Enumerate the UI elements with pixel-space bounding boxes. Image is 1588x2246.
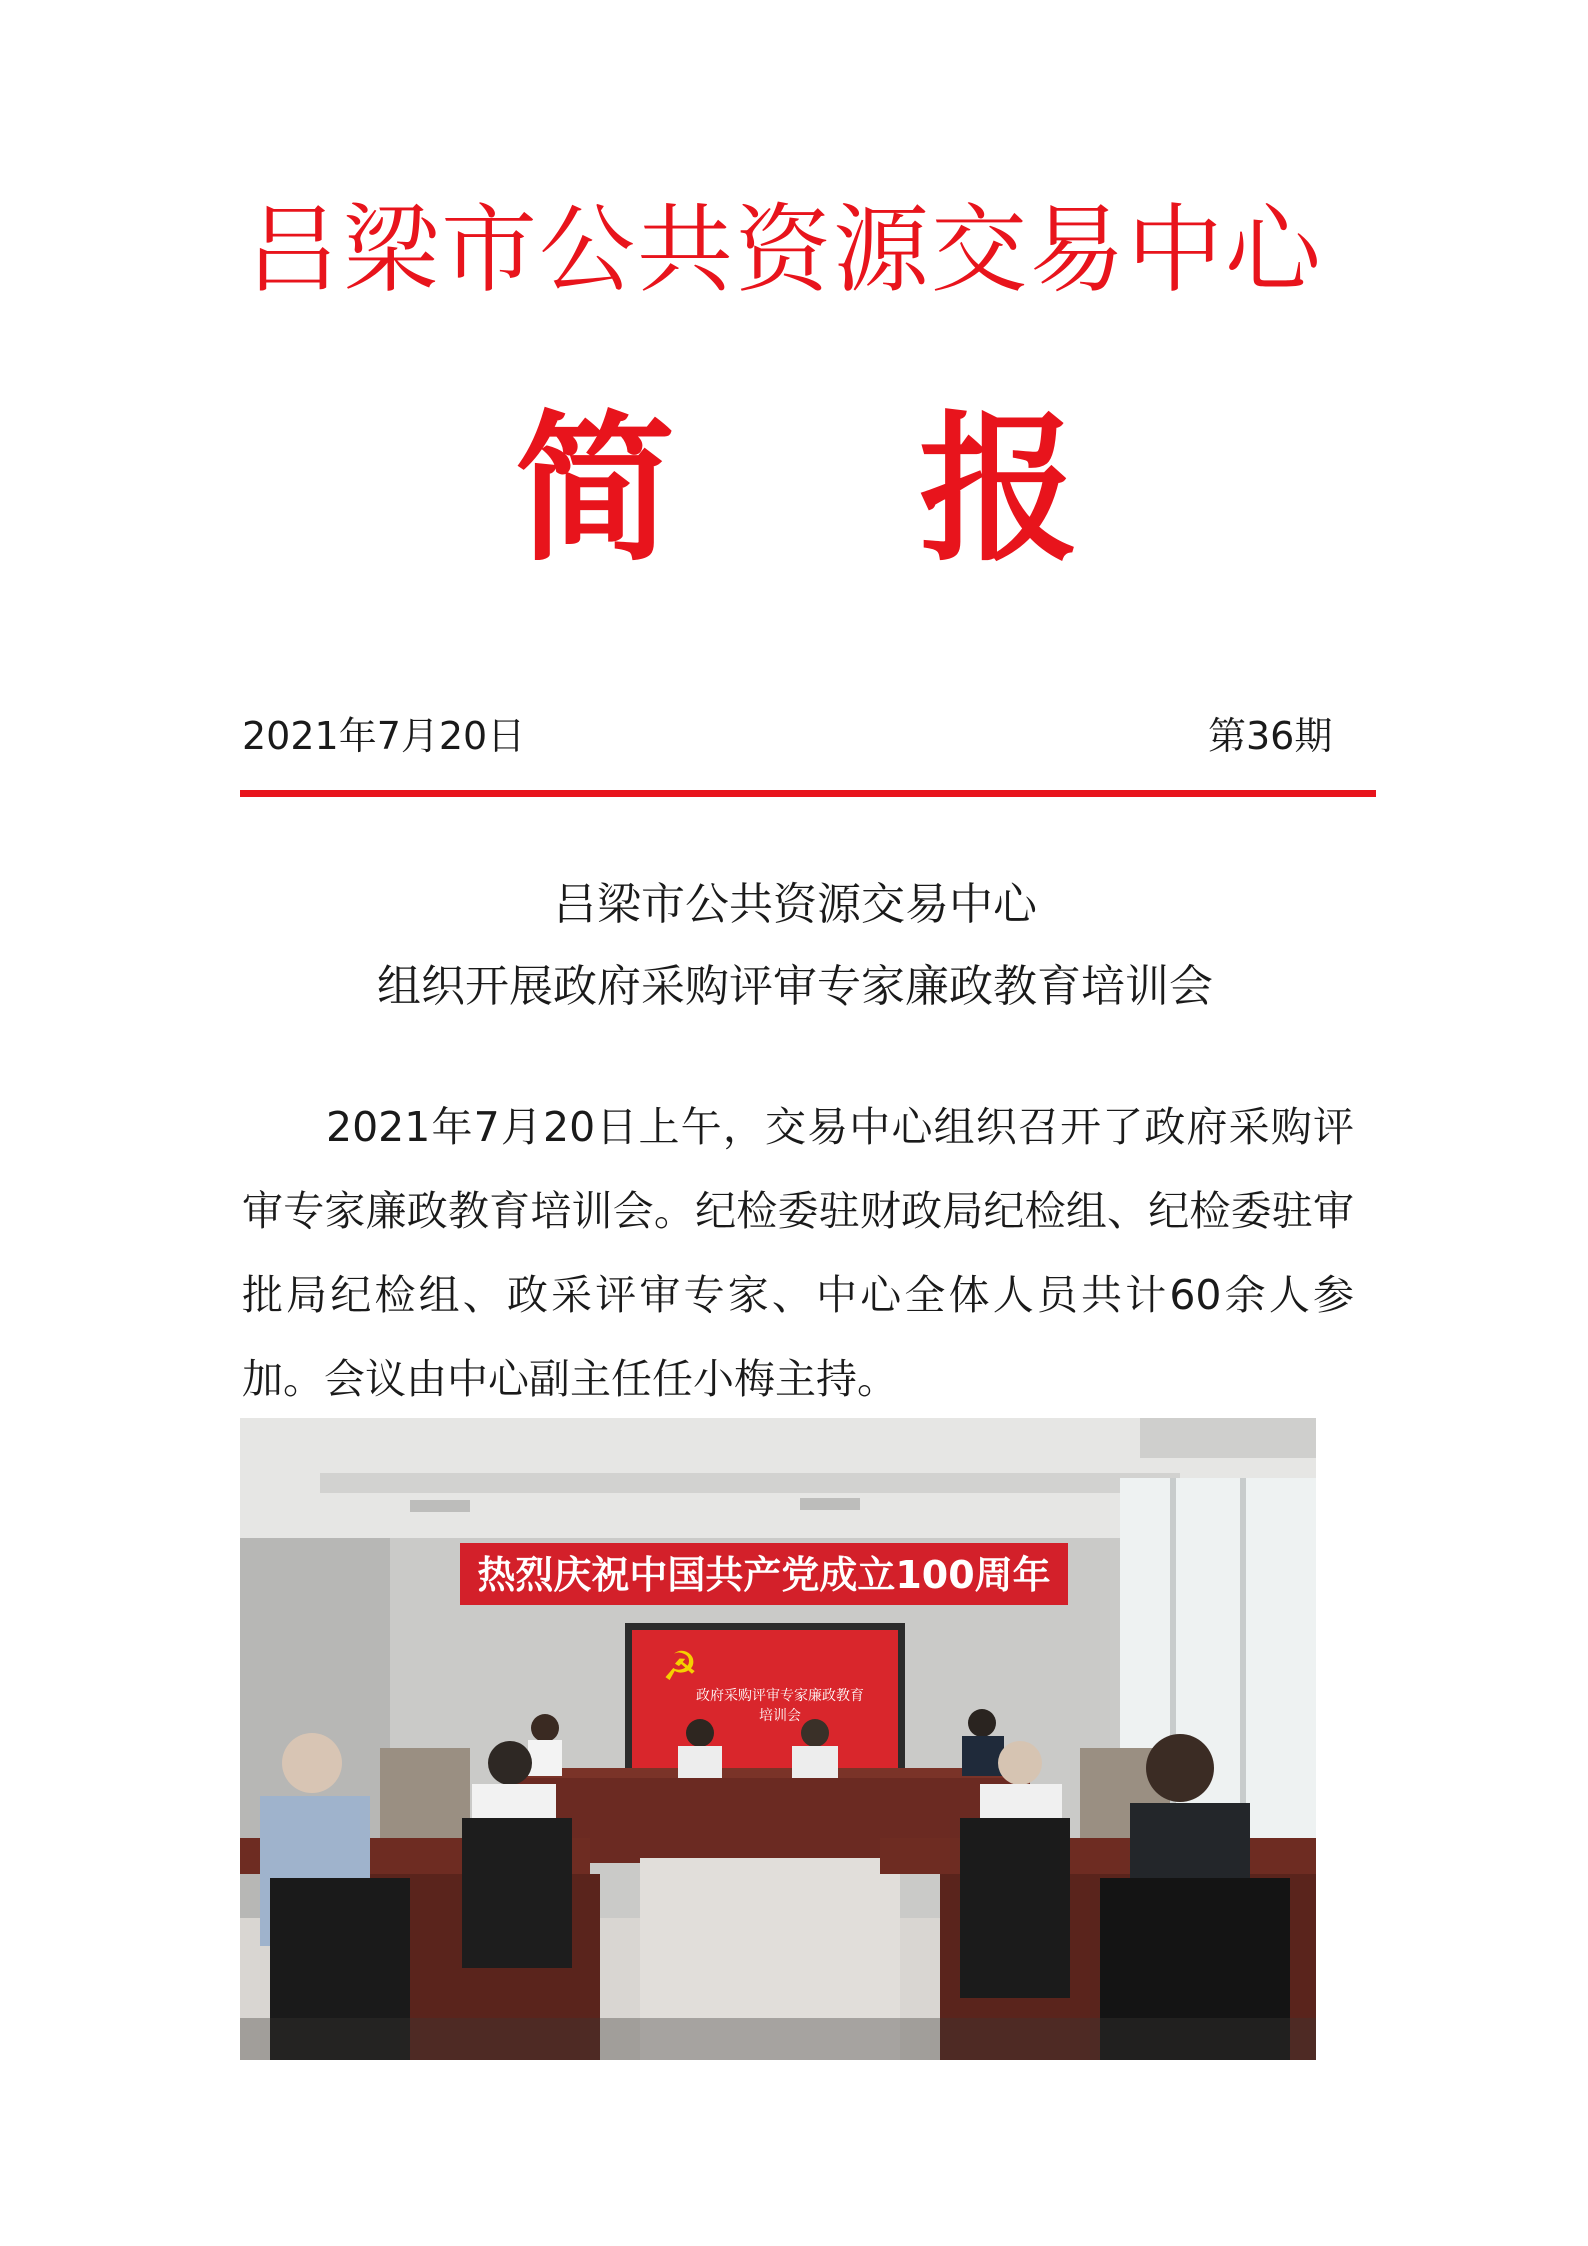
article-title-line-2: 组织开展政府采购评审专家廉政教育培训会 (377, 961, 1213, 1012)
brief-title (515, 396, 1115, 600)
article-title-line-1: 吕梁市公共资源交易中心 (553, 879, 1037, 930)
meeting-photo (240, 1418, 1316, 2060)
header-divider (240, 790, 1376, 797)
issue-number: 第36期 (1208, 714, 1333, 758)
org-title: 吕梁市公共资源交易中心 (245, 194, 1323, 306)
article-paragraph: 2021年7月20日上午，交易中心组织召开了政府采购评审专家廉政教育培训会。纪检委驻财政局纪检组、纪检委驻审批局纪检组、政采评审专家、中心全体人员共计60余人参加。会议由中心副主任任小梅主持。 (242, 1103, 1354, 1403)
brief-title-char-1: 简 (515, 396, 676, 583)
photo-screen-line-2: 培训会 (759, 1708, 801, 1724)
issue-date: 2021年7月20日 (242, 714, 526, 758)
photo-banner-text: 热烈庆祝中国共产党成立100周年 (477, 1553, 1051, 1597)
photo-screen-line-1: 政府采购评审专家廉政教育 (696, 1688, 864, 1704)
hammer-sickle-icon: ☭ (662, 1644, 698, 1690)
brief-title-char-2: 报 (919, 396, 1080, 583)
